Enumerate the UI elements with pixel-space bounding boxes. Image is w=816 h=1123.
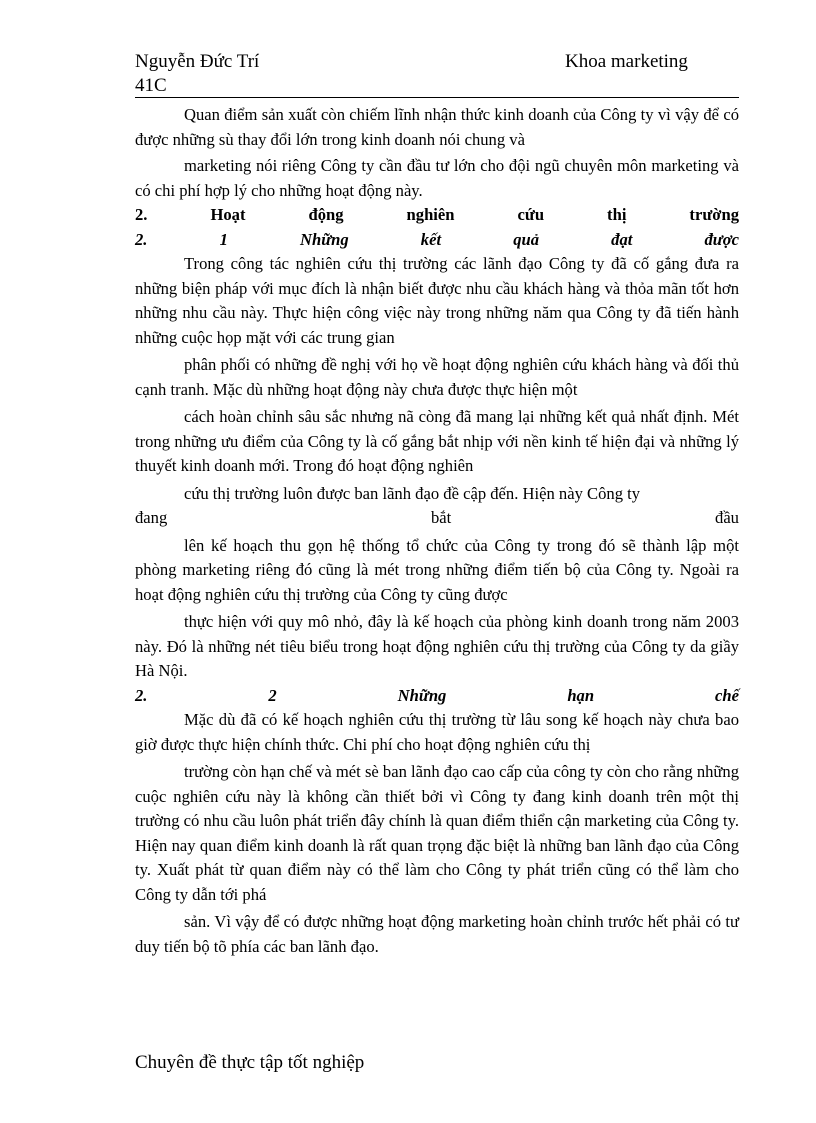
header-author-block <box>135 50 259 98</box>
footer-title: Chuyên đề thực tập tốt nghiệp <box>135 1052 365 1073</box>
document-body <box>135 103 739 959</box>
paragraph: Quan điểm sản xuất còn chiếm lĩnh nhận thức kinh doanh của Công ty vì vậy để có được những sù thay đổi lớn trong kinh doanh nói chung và <box>135 105 739 149</box>
subsection-heading-limitations: 2. 2 Những hạn chế <box>135 685 739 705</box>
spread-line <box>135 506 739 531</box>
paragraph: sản. Vì vậy để có được những hoạt động marketing hoàn chỉnh trước hết phải có tư duy tiến bộ tõ phía các ban lãnh đạo. <box>135 912 739 956</box>
author-name: Nguyễn Đức Trí <box>135 51 260 72</box>
department-name: Khoa marketing <box>565 51 688 72</box>
paragraph: trường còn hạn chế và mét sè ban lãnh đạo cao cấp của công ty còn cho rằng những cuộc nghiên cứu này là không cần thiết bởi vì Công ty đang kinh doanh trên một thị trường có nhu cầu luôn phát triển đây chính là quan điểm thiển cận marketing của Công ty. Hiện nay quan điểm kinh doanh là rất quan trọng đặc biệt là những ban lãnh đạo của Công ty. Xuất phát từ quan điểm này có thể làm cho Công ty phát triển cũng có thể làm cho Công ty dẫn tới phá <box>135 762 739 904</box>
header-divider <box>135 97 739 98</box>
paragraph: phân phối có những đề nghị với họ về hoạt động nghiên cứu khách hàng và đối thủ cạnh tranh. Mặc dù những hoạt động này chưa được thực hiện một <box>135 355 739 399</box>
class-code: 41C <box>135 75 167 96</box>
spread-word: đầu <box>715 508 739 527</box>
paragraph: marketing nói riêng Công ty cần đầu tư lớn cho đội ngũ chuyên môn marketing và có chi phí hợp lý cho những hoạt động này. <box>135 156 739 200</box>
paragraph: Trong công tác nghiên cứu thị trường các lãnh đạo Công ty đã cố gắng đưa ra những biện pháp với mục đích là nhận biết được nhu cầu khách hàng và thỏa mãn tốt hơn những nhu cầu này. Thực hiện công việc này trong những năm qua Công ty đã tiến hành những cuộc họp mặt với các trung gian <box>135 254 739 347</box>
paragraph: Mặc dù đã có kế hoạch nghiên cứu thị trường từ lâu song kế hoạch này chưa bao giờ được thực hiện chính thức. Chi phí cho hoạt động nghiên cứu thị <box>135 710 739 754</box>
paragraph: cách hoàn chỉnh sâu sắc nhưng nã còng đã mang lại những kết quả nhất định. Mét trong những ưu điểm của Công ty là cố gắng bắt nhịp với nền kinh tế hiện đại và những lý thuyết kinh doanh mới. Trong đó hoạt động nghiên <box>135 407 739 475</box>
paragraph: thực hiện với quy mô nhỏ, đây là kế hoạch của phòng kinh doanh trong năm 2003 này. Đó là những nét tiêu biểu trong hoạt động nghiên cứu thị trường của Công ty da giầy Hà Nội. <box>135 612 739 680</box>
subsection-heading-results: 2. 1 Những kết quả đạt được <box>135 229 739 249</box>
spread-word: bắt <box>431 508 452 527</box>
section-heading: 2. Hoạt động nghiên cứu thị trường <box>135 205 739 224</box>
paragraph: lên kế hoạch thu gọn hệ thống tổ chức của Công ty trong đó sẽ thành lập một phòng marketing riêng đó cũng là mét trong những điểm tiến bộ của Công ty. Ngoài ra hoạt động nghiên cứu thị trường của Công ty cũng được <box>135 535 739 604</box>
spread-word: đang <box>135 508 168 527</box>
paragraph: cứu thị trường luôn được ban lãnh đạo đề cập đến. Hiện này Công ty <box>184 483 641 503</box>
